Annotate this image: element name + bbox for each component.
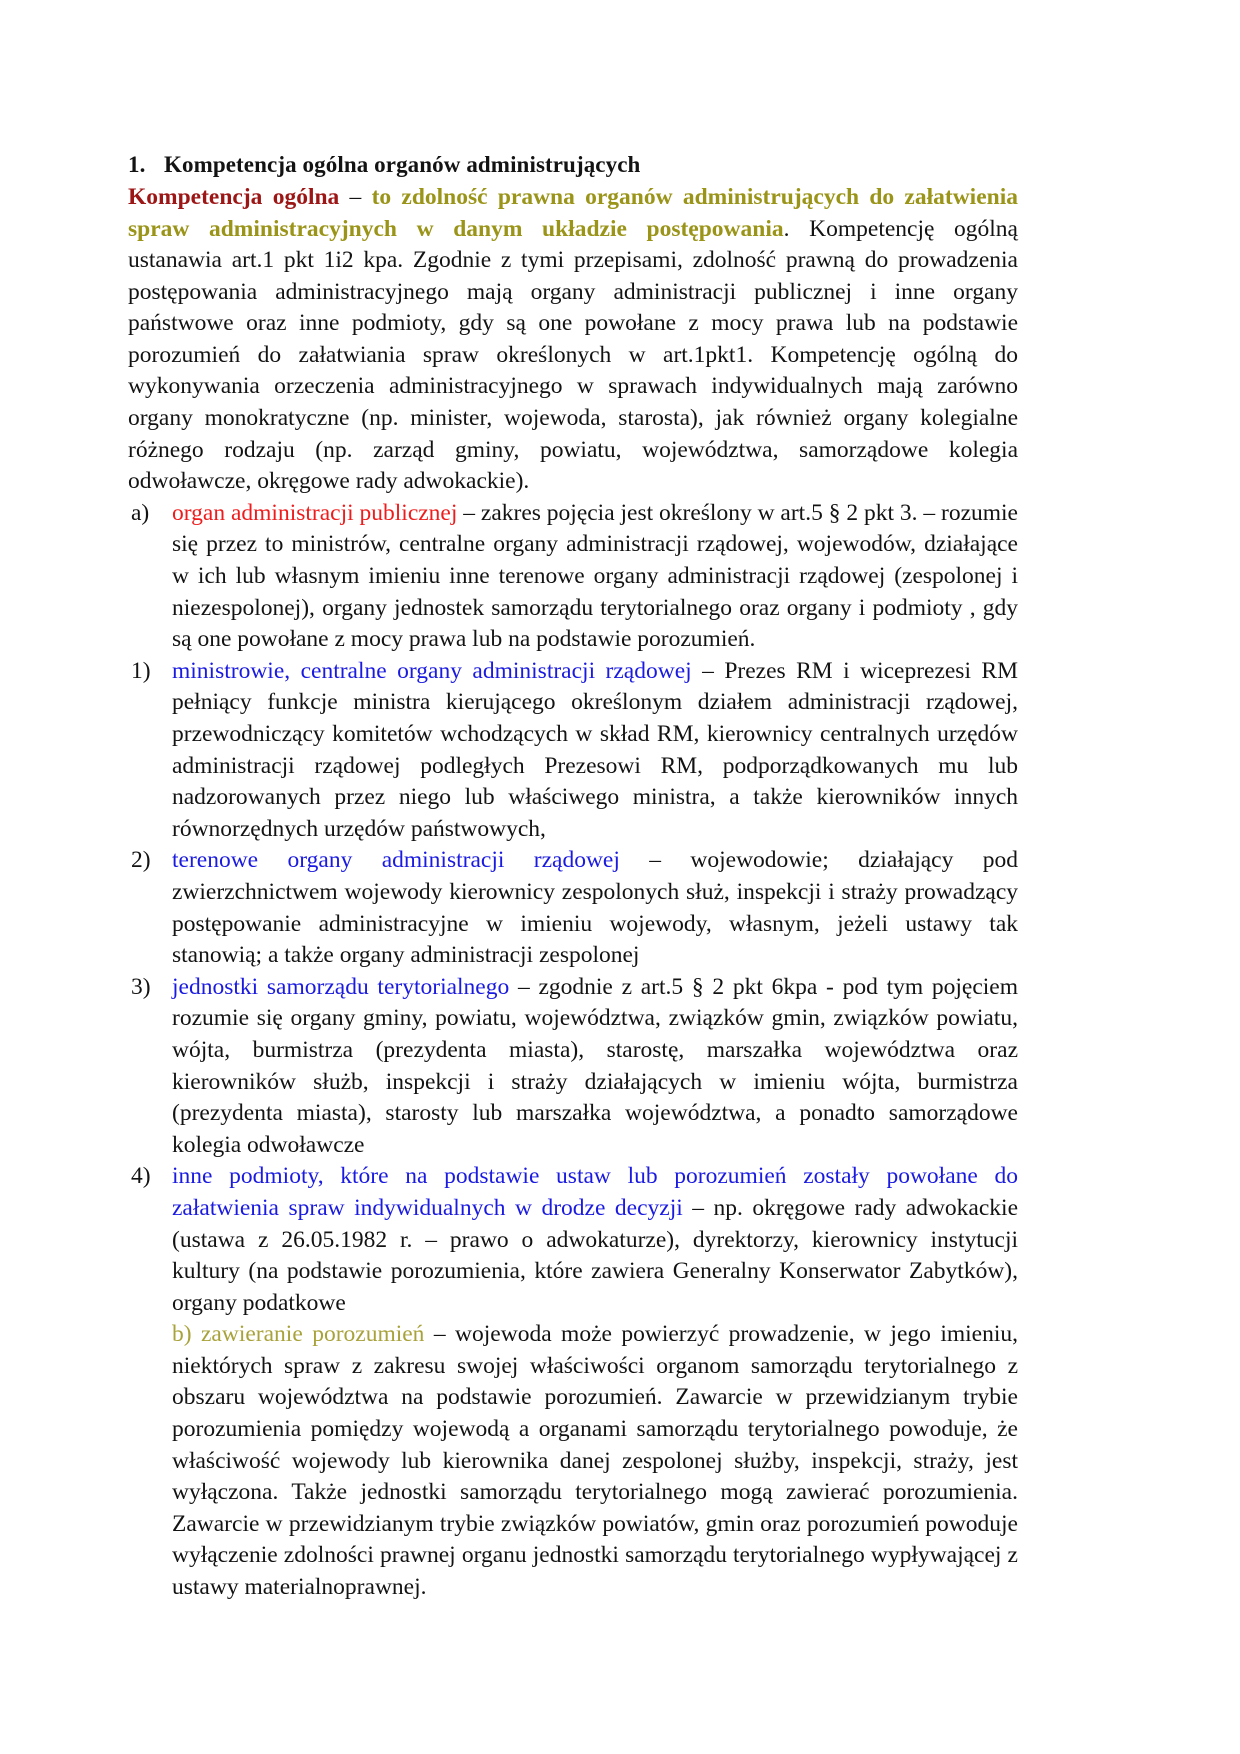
list-item-3 — [128, 972, 1018, 1162]
list-marker-a: a) — [131, 499, 150, 526]
list-marker-2: 2) — [131, 847, 151, 874]
list-item-2 — [128, 845, 1018, 971]
item-4-body: – np. okręgowe rady adwokackie (ustawa z 26.05.1982 r. – prawo o adwokaturze), dyrektorzy, kierownicy instytucji kultury (na podstawie porozumienia, które zawiera Generalny Konserwator Zabytków), organy podatkowe — [172, 1194, 1018, 1316]
numbered-list — [128, 656, 1018, 1319]
list-item-4-text — [172, 1161, 1018, 1319]
item-b-body: – wojewoda może powierzyć prowadzenie, w jego imieniu, niektórych spraw z zakresu swojej właściwości organom samorządu terytorialnego z obszaru województwa na podstawie porozumień. Zawarcie w przewidzianym trybie porozumienia pomiędzy wojewodą a organami samorządu terytorialnego powoduje, że właściwość wojewody lub kierownika danej zespolonej służby, inspekcji, straży, jest wyłączona. Także jednostki samorządu terytorialnego mogą zawierać porozumienia. Zawarcie w przewidzianym trybie związków powiatów, gmin oraz porozumień powoduje wyłączenie zdolności prawnej organu jednostki samorządu terytorialnego wypływającej z ustawy materialnoprawnej. — [172, 1321, 1018, 1601]
list-item-1 — [128, 656, 1018, 846]
list-item-3-text — [172, 972, 1018, 1162]
item-4-term: inne podmioty, które na podstawie ustaw lub porozumień zostały powołane do załatwienia spraw indywidualnych w drodze decyzji — [172, 1163, 1018, 1221]
list-item-a-text — [172, 498, 1018, 656]
item-b-term: b) zawieranie porozumień — [172, 1321, 425, 1348]
item-b-paragraph — [128, 1319, 1018, 1603]
definition-highlight: to zdolność prawna organów administrujących do załatwienia spraw administracyjnych w danym układzie postępowania — [128, 183, 1018, 242]
list-item-1-text — [172, 656, 1018, 846]
definition-dash: – — [339, 183, 372, 210]
item-3-term: jednostki samorządu terytorialnego — [172, 973, 510, 1000]
heading-title: Kompetencja ogólna organów administrujących — [164, 152, 641, 177]
list-marker-3: 3) — [131, 973, 151, 1000]
list-marker-1: 1) — [131, 657, 151, 684]
definition-rest: . Kompetencję ogólną ustanawia art.1 pkt 1i2 kpa. Zgodnie z tymi przepisami, zdolność prawną do prowadzenia postępowania administracyjnego mają organy administracji publicznej i inne organy państwowe oraz inne podmioty, gdy są one powołane z mocy prawa lub na podstawie porozumień do załatwiania spraw określonych w art.1pkt1. Kompetencję ogólną do wykonywania orzeczenia administracyjnego w sprawach indywidualnych mają zarówno organy monokratyczne (np. minister, wojewoda, starosta), jak również organy kolegialne różnego rodzaju (np. zarząd gminy, powiatu, województwa, samorządowe kolegia odwoławcze, okręgowe rady adwokackie). — [128, 215, 1018, 495]
list-item-a — [128, 498, 1018, 656]
list-item-4 — [128, 1161, 1018, 1319]
item-a-term: organ administracji publicznej — [172, 499, 458, 526]
definition-term: Kompetencja ogólna — [128, 183, 340, 210]
lettered-list — [128, 498, 1018, 656]
heading-number: 1. — [128, 152, 146, 177]
item-3-body: – zgodnie z art.5 § 2 pkt 6kpa - pod tym pojęciem rozumie się organy gminy, powiatu, województwa, związków gmin, związków powiatu, wójta, burmistrza (prezydenta miasta), starostę, marszałka województwa oraz kierowników służb, inspekcji i straży działających w imieniu wójta, burmistrza (prezydenta miasta), starosty lub marszałka województwa, a ponadto samorządowe kolegia odwoławcze — [172, 973, 1018, 1158]
page-title — [128, 150, 1018, 181]
list-marker-4: 4) — [131, 1163, 151, 1190]
item-2-body: – wojewodowie; działający pod zwierzchnictwem wojewody kierownicy zespolonych służ, inspekcji i straży prowadzący postępowanie administracyjne w imieniu wojewody, własnym, jeżeli ustawy tak stanowią; a także organy administracji zespolonej — [172, 847, 1018, 969]
document-body — [128, 150, 1018, 1604]
definition-paragraph — [128, 182, 1018, 498]
item-1-body: – Prezes RM i wiceprezesi RM pełniący funkcje ministra kierującego określonym działem administracji rządowej, przewodniczący komitetów wchodzących w skład RM, kierownicy centralnych urzędów administracji rządowej podległych Prezesowi RM, podporządkowanych mu lub nadzorowanych przez niego lub właściwego ministra, a także kierowników innych równorzędnych urzędów państwowych, — [172, 657, 1018, 842]
item-a-body: – zakres pojęcia jest określony w art.5 § 2 pkt 3. – rozumie się przez to ministrów, centralne organy administracji rządowej, wojewodów, działające w ich lub własnym imieniu inne terenowe organy administracji rządowej (zespolonej i niezespolonej), organy jednostek samorządu terytorialnego oraz organy i podmioty , gdy są one powołane z mocy prawa lub na podstawie porozumień. — [172, 499, 1018, 653]
item-2-term: terenowe organy administracji rządowej — [172, 847, 620, 874]
item-1-term: ministrowie, centralne organy administracji rządowej — [172, 657, 692, 684]
list-item-2-text — [172, 845, 1018, 971]
